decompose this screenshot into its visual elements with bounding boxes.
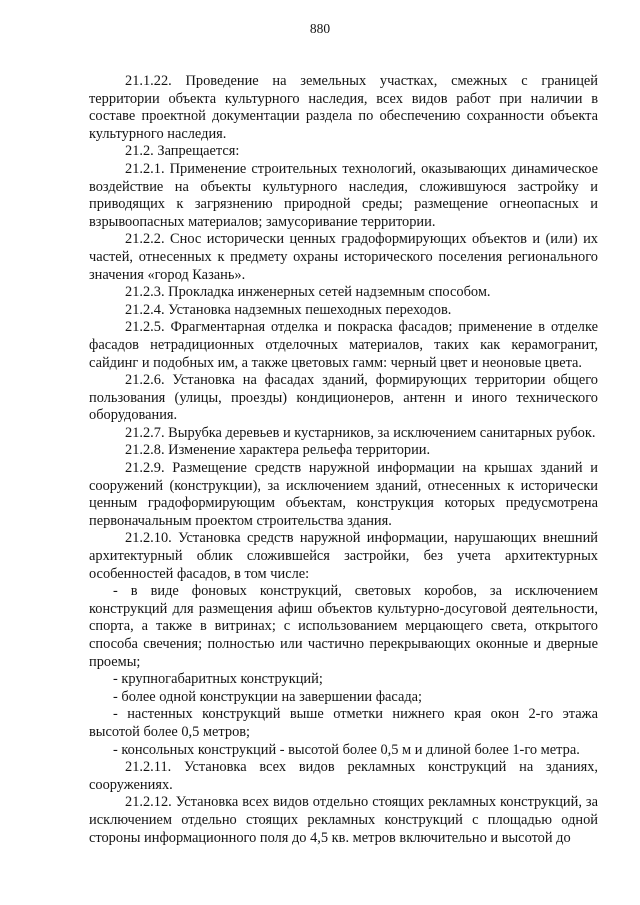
list-item-large-constructions: - крупногабаритных конструкций; (113, 671, 323, 688)
paragraph-21-2-7: 21.2.7. Вырубка деревьев и кустарников, за исключением санитарных рубок. (125, 424, 596, 441)
paragraph-21-2-9: 21.2.9. Размещение средств наружной информации на крышах зданий и сооружений (конструкции), за исключением зданий, отнесенных к исторически ценным градоформирующим объектам, конструкция которых предусмотрена первоначальным проектом строительства здания. (89, 460, 598, 529)
paragraph-21-2-8: 21.2.8. Изменение характера рельефа территории. (125, 442, 431, 459)
paragraph-21-2-3: 21.2.3. Прокладка инженерных сетей надземным способом. (125, 284, 491, 301)
paragraph-21-2-4: 21.2.4. Установка надземных пешеходных переходов. (125, 301, 452, 318)
paragraph-21-1-22: 21.1.22. Проведение на земельных участках, смежных с границей территории объекта культурного наследия, всех видов работ при наличии в составе проектной документации раздела по обеспечению сохранности объекта культурного наследия. (89, 73, 598, 142)
paragraph-21-2-1: 21.2.1. Применение строительных технологий, оказывающих динамическое воздействие на объекты культурного наследия, сложившуюся застройку и приводящих к загрязнению природной среды; размещение огнеопасных и взрывоопасных материалов; замусоривание территории. (89, 160, 598, 230)
paragraph-21-2-2: 21.2.2. Снос исторически ценных градоформирующих объектов и (или) их частей, отнесенных к предмету охраны исторического поселения регионального значения «город Казань». (89, 231, 598, 283)
paragraph-21-2-12: 21.2.12. Установка всех видов отдельно стоящих рекламных конструкций, за исключением отдельно стоящих рекламных конструкций с площадью одной стороны информационного поля до 4,5 кв. метров включительно и высотой до (89, 794, 598, 846)
paragraph-21-2-11: 21.2.11. Установка всех видов рекламных конструкций на зданиях, сооружениях. (89, 759, 598, 793)
paragraph-21-2-5: 21.2.5. Фрагментарная отделка и покраска фасадов; применение в отделке фасадов нетрадиционных отделочных материалов, таких как керамогранит, сайдинг и подобных им, а также цветовых гамм: черный цвет и неоновые цвета. (89, 319, 598, 371)
list-item-console-constructions: - консольных конструкций - высотой более 0,5 м и длиной более 1-го метра. (113, 741, 580, 758)
page-number: 880 (309, 21, 331, 36)
paragraph-21-2-10: 21.2.10. Установка средств наружной информации, нарушающих внешний архитектурный облик сложившейся застройки, без учета архитектурных особенностей фасадов, в том числе: (89, 530, 598, 582)
list-item-background-constructions: - в виде фоновых конструкций, световых коробов, за исключением конструкций для размещения афиш объектов культурно-досуговой деятельности, спорта, а также в витринах; с использованием мерцающего света, открытого способа свечения; полностью или частично перекрывающих оконные и дверные проемы; (89, 583, 598, 670)
document-body (89, 73, 598, 847)
paragraph-21-2-6: 21.2.6. Установка на фасадах зданий, формирующих территории общего пользования (улицы, проезды) кондиционеров, антенн и иного технического оборудования. (89, 372, 598, 424)
paragraph-21-2: 21.2. Запрещается: (125, 143, 240, 160)
list-item-wall-constructions: - настенных конструкций выше отметки нижнего края окон 2-го этажа высотой более 0,5 метров; (89, 706, 598, 740)
list-item-facade-top: - более одной конструкции на завершении фасада; (113, 688, 423, 705)
